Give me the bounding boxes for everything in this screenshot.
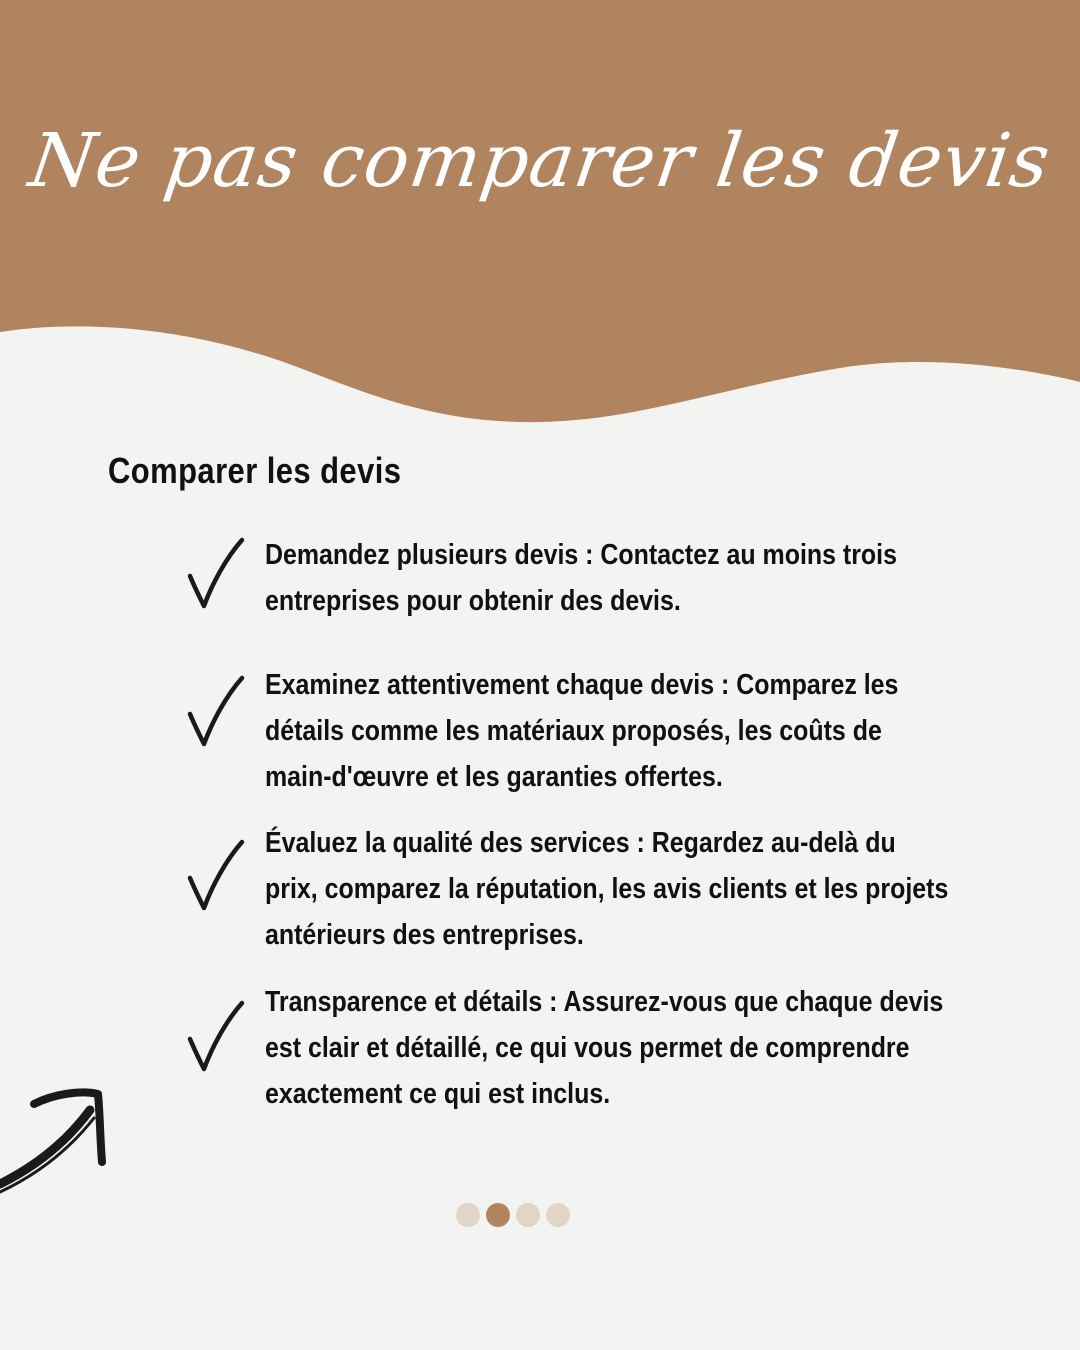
- curved-arrow-icon: [0, 1080, 110, 1200]
- header-wave-band: [0, 0, 1080, 430]
- check-icon: [186, 999, 246, 1075]
- list-item-text: Demandez plusieurs devis : Contactez au moins trois entreprises pour obtenir des devis.: [265, 539, 897, 617]
- section-heading: Comparer les devis: [108, 450, 402, 491]
- list-item-text: Transparence et détails : Assurez-vous que chaque devis est clair et détaillé, ce qui vous permet de comprendre exactement ce qui est inclus.: [265, 986, 944, 1110]
- pagination-dot[interactable]: [456, 1203, 480, 1227]
- list-item-text: Examinez attentivement chaque devis : Comparez les détails comme les matériaux proposés, les coûts de main-d'œuvre et les garanties offertes.: [265, 669, 899, 793]
- check-icon: [186, 536, 246, 612]
- pagination-dot-active[interactable]: [486, 1203, 510, 1227]
- check-icon: [186, 674, 246, 750]
- pagination-dot[interactable]: [546, 1203, 570, 1227]
- check-icon: [186, 838, 246, 914]
- list-item-text: Évaluez la qualité des services : Regardez au-delà du prix, comparez la réputation, les avis clients et les projets antérieurs des entreprises.: [265, 827, 949, 951]
- pagination-dot[interactable]: [516, 1203, 540, 1227]
- page-title: Ne pas comparer les devis: [24, 118, 1056, 204]
